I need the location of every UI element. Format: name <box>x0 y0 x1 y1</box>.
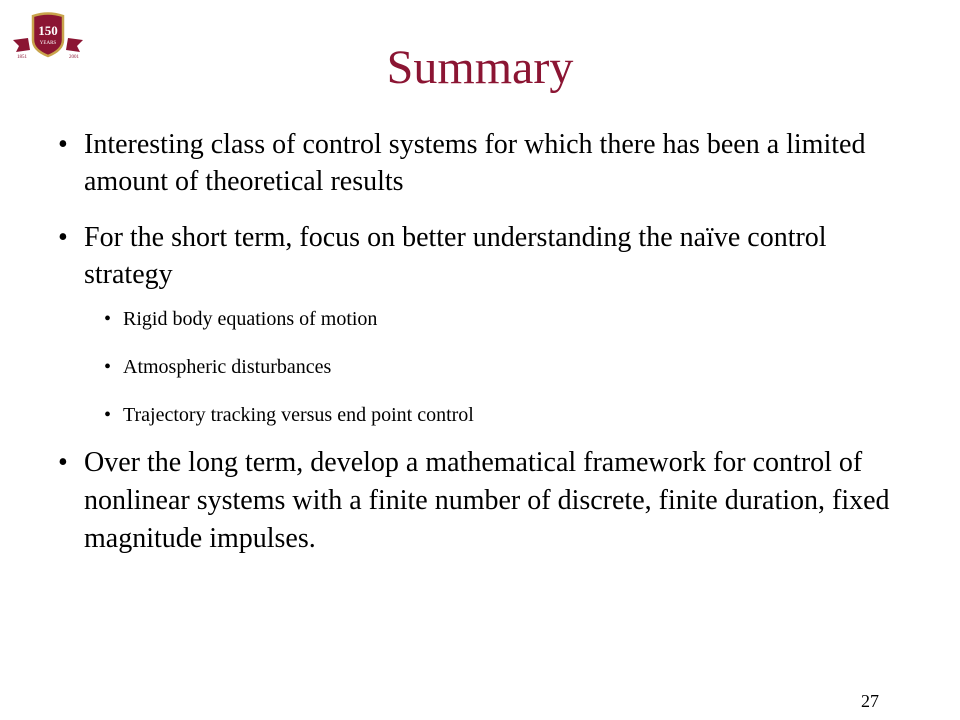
bullet-text: For the short term, focus on better understanding the naïve control strategy <box>84 222 827 290</box>
sub-bullet-marker: • <box>104 308 112 330</box>
logo-word: YEARS <box>39 41 57 46</box>
bullet-text: Over the long term, develop a mathematical framework for control of nonlinear systems with a finite number of discrete, finite duration, fixed magnitude impulses. <box>84 447 890 554</box>
bullet-item <box>58 444 908 558</box>
bullet-text: Interesting class of control systems for which there has been a limited amount of theoretical results <box>84 129 866 197</box>
sub-bullet-text: Atmospheric disturbances <box>123 356 332 378</box>
sub-bullet-marker: • <box>104 404 112 426</box>
sub-bullet-item <box>104 307 908 331</box>
logo-year-right: 2001 <box>69 55 79 60</box>
sub-bullet-item <box>104 403 908 427</box>
bullet-marker: • <box>58 222 68 253</box>
sub-bullet-marker: • <box>104 356 112 378</box>
bullet-marker: • <box>58 129 68 160</box>
bullet-marker: • <box>58 447 68 478</box>
logo-number: 150 <box>38 23 58 38</box>
bullet-item <box>58 219 908 293</box>
bullet-item <box>58 126 908 200</box>
slide-title: Summary <box>386 41 574 94</box>
logo-year-left: 1851 <box>17 55 27 60</box>
sub-bullet-item <box>104 355 908 379</box>
sub-bullet-text: Trajectory tracking versus end point control <box>123 404 474 426</box>
page-number: 27 <box>861 691 879 711</box>
bullet-list <box>58 126 908 558</box>
sub-bullet-text: Rigid body equations of motion <box>123 308 378 330</box>
